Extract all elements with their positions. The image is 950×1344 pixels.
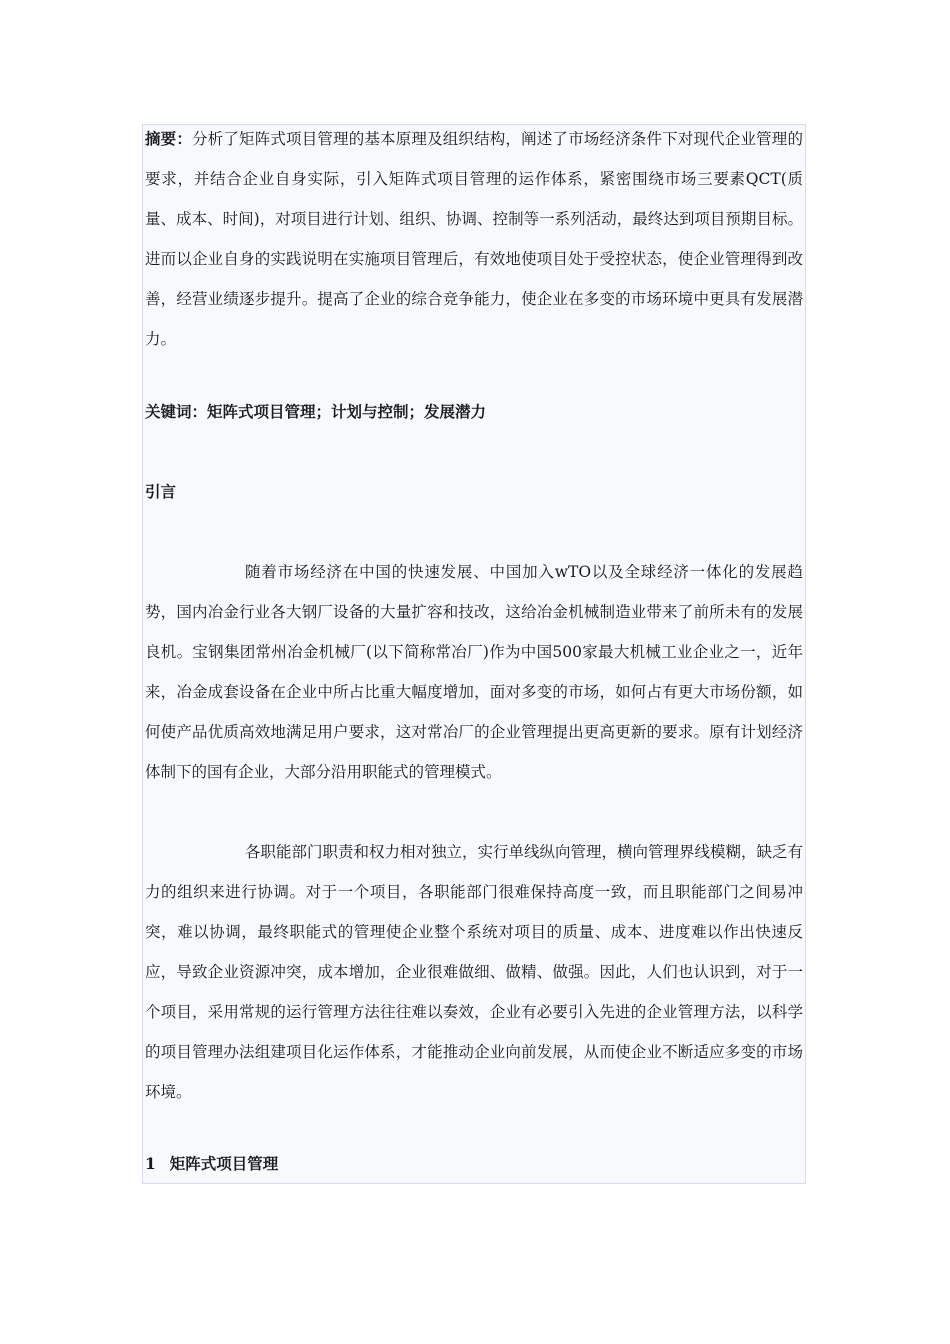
abstract-paragraph bbox=[145, 124, 803, 359]
abstract-text: 分析了矩阵式项目管理的基本原理及组织结构，阐述了市场经济条件下对现代企业管理的要求，并结合企业自身实际，引入矩阵式项目管理的运作体系，紧密围绕市场三要素QCT(质量、成本、时间)，对项目进行计划、组织、协调、控制等一系列活动，最终达到项目预期目标。进而以企业自身的实践说明在实施项目管理后，有效地使项目处于受控状态，使企业管理得到改善，经营业绩逐步提升。提高了企业的综合竞争能力，使企业在多变的市场环境中更具有发展潜力。 bbox=[145, 130, 803, 348]
section-heading bbox=[145, 1144, 803, 1184]
section-title: 矩阵式项目管理 bbox=[169, 1154, 279, 1173]
keywords-line: 关键词：矩阵式项目管理；计划与控制；发展潜力 bbox=[145, 402, 487, 421]
intro-paragraph-2: 各职能部门职责和权力相对独立，实行单线纵向管理，横向管理界线模糊，缺乏有力的组织来进行协调。对于一个项目，各职能部门很难保持高度一致，而且职能部门之间易冲突，难以协调，最终职能式的管理使企业整个系统对项目的质量、成本、进度难以作出快速反应，导致企业资源冲突，成本增加，企业很难做细、做精、做强。因此，人们也认识到，对于一个项目，采用常规的运行管理方法往往难以奏效，企业有必要引入先进的企业管理方法，以科学的项目管理办法组建项目化运作体系，才能推动企业向前发展，从而使企业不断适应多变的市场环境。 bbox=[145, 843, 804, 1101]
abstract-label: 摘要： bbox=[145, 129, 193, 148]
intro-heading: 引言 bbox=[145, 482, 177, 501]
intro-paragraph-1: 随着市场经济在中国的快速发展、中国加入wTO以及全球经济一体化的发展趋势，国内冶金行业各大钢厂设备的大量扩容和技改，这给冶金机械制造业带来了前所未有的发展良机。宝钢集团常州冶金机械厂(以下简称常冶厂)作为中国500家最大机械工业企业之一，近年来，冶金成套设备在企业中所占比重大幅度增加，面对多变的市场，如何占有更大市场份额，如何使产品优质高效地满足用户要求，这对常冶厂的企业管理提出更高更新的要求。原有计划经济体制下的国有企业，大部分沿用职能式的管理模式。 bbox=[145, 563, 803, 781]
section-number: 1 bbox=[145, 1154, 156, 1173]
document-content-box bbox=[142, 124, 806, 1184]
document-body bbox=[143, 124, 805, 1184]
